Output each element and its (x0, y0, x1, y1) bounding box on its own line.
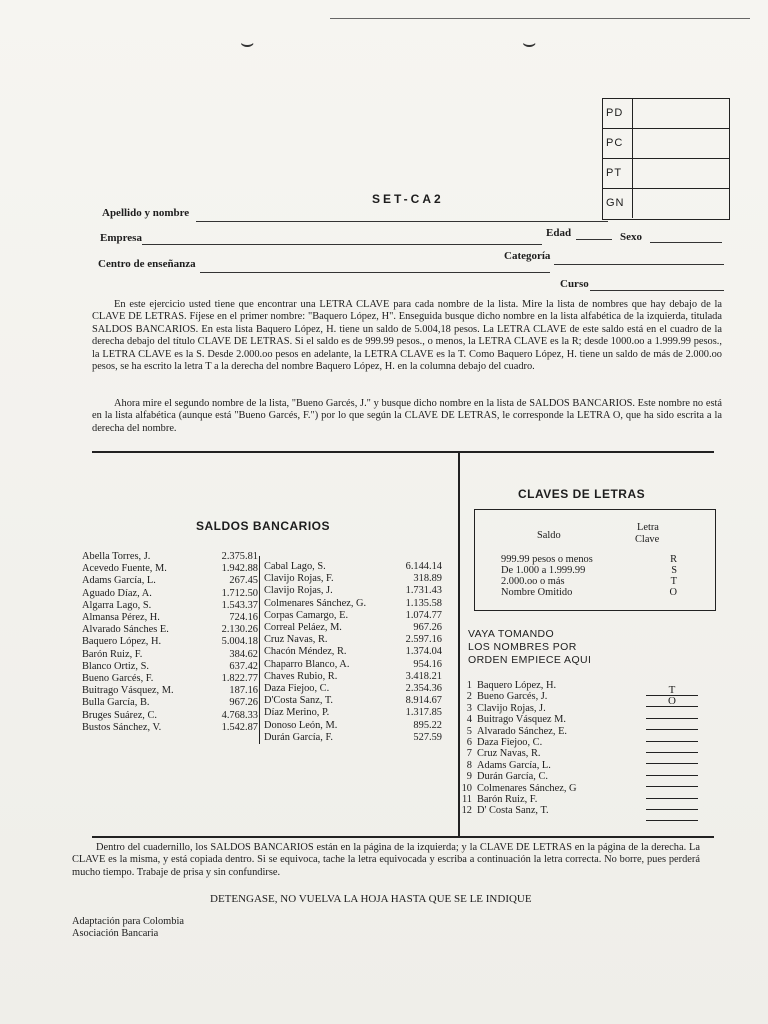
saldo-row (264, 659, 442, 671)
punch-hole-left: ⌣ (240, 30, 255, 55)
credit-line-2: Asociación Bancaria (72, 928, 159, 939)
saldos-column-divider (259, 556, 260, 744)
saldos-column-1 (82, 551, 258, 734)
saldo-row (82, 551, 258, 563)
score-box (602, 98, 730, 220)
saldo-name: Corpas Camargo, E. (264, 609, 349, 621)
clave-letter: S (671, 565, 677, 576)
saldo-row (82, 673, 258, 685)
answer-line[interactable]: O (646, 697, 698, 707)
clave-letter: T (670, 576, 677, 587)
score-label: PC (603, 129, 633, 158)
saldo-amount: 1.942.88 (221, 563, 258, 575)
names-list (458, 680, 577, 817)
saldo-amount: 954.16 (413, 658, 442, 670)
clave-row (501, 576, 701, 587)
instructions-paragraph-1: En este ejercicio usted tiene que encontrar una LETRA CLAVE para cada nombre de la lista. Mire la lista de nombres que hay debajo de la CLAVE DE LETRAS. Fíjese en el primer nombre: "Baquero López, H". Enseguida busque dicho nombre en la lista alfabética de la izquierda, titulada SALDOS BANCARIOS. En esta lista Baquero López, H. tiene un saldo de 5.004,18 pesos. La LETRA CLAVE de este saldo está en el cuadro de la derecha debajo del título CLAVE DE LETRAS. Si el saldo es de 999.99 pesos., o menos, la LETRA CLAVE es la R; desde 1000.oo a 1.999.99 pesos., la LETRA CLAVE es la S. Desde 2.000.oo pesos en adelante, la LETRA CLAVE es la T. Como Baquero López, H. tiene un saldo de más de 2.000.oo pesos, se ha escrito la letra T a la derecha del nombre Baquero López, H. en la columna debajo del cuadro. (92, 299, 722, 373)
saldo-name: Aguado Díaz, A. (82, 587, 152, 599)
saldo-amount: 318.89 (413, 573, 442, 585)
name-number: 4 (466, 714, 472, 726)
name-text: Buitrago Vásquez M. (477, 714, 566, 726)
saldo-row (82, 588, 258, 600)
saldo-row (82, 649, 258, 661)
saldo-row (82, 600, 258, 612)
saldo-amount: 5.004.18 (221, 636, 258, 648)
claves-title: CLAVES DE LETRAS (518, 487, 646, 501)
claves-head-letra: Letra (637, 522, 659, 533)
name-text: Daza Fiejoo, C. (477, 737, 543, 749)
label-apellido: Apellido y nombre (102, 207, 190, 219)
clave-row (501, 587, 701, 598)
saldo-row (264, 634, 442, 646)
saldo-row (264, 561, 442, 573)
name-number: 8 (466, 759, 472, 771)
clave-letter: O (669, 587, 677, 598)
saldo-name: Algarra Lago, S. (82, 599, 152, 611)
label-edad: Edad (546, 227, 572, 239)
saldo-amount: 1.374.04 (405, 646, 442, 658)
orden-instructions (468, 628, 591, 667)
name-row (458, 726, 577, 737)
saldo-name: Cabal Lago, S. (264, 561, 326, 572)
field-empresa-line[interactable] (142, 244, 542, 245)
label-sexo: Sexo (620, 231, 642, 243)
saldos-column-2 (264, 561, 442, 744)
label-curso: Curso (560, 278, 589, 290)
name-number: 3 (466, 702, 472, 714)
saldo-amount: 1.822.77 (221, 673, 258, 685)
name-text: Alvarado Sánchez, E. (477, 725, 568, 737)
saldo-row (264, 707, 442, 719)
name-row (458, 794, 577, 805)
saldo-name: Clavijo Rojas, J. (264, 585, 333, 597)
answer-line[interactable] (646, 777, 698, 787)
saldo-name: Bueno Garcés, F. (82, 673, 154, 685)
claves-head-saldo: Saldo (537, 530, 561, 541)
clave-label: 2.000.oo o más (501, 576, 565, 587)
name-number: 9 (466, 771, 472, 783)
saldo-row (264, 585, 442, 597)
answer-line[interactable] (646, 766, 698, 776)
saldo-name: Chaparro Blanco, A. (264, 658, 350, 670)
answer-line[interactable] (646, 720, 698, 730)
score-row (603, 159, 729, 189)
saldo-name: Correal Peláez, M. (264, 622, 342, 634)
saldo-amount: 1.135.58 (405, 597, 442, 609)
answer-line[interactable] (646, 754, 698, 764)
field-categoria-line[interactable] (554, 264, 724, 265)
saldo-name: Adams García, L. (82, 575, 156, 587)
answer-line[interactable] (646, 800, 698, 810)
saldo-row (264, 695, 442, 707)
saldo-amount: 1.712.50 (221, 587, 258, 599)
saldo-amount: 637.42 (229, 660, 258, 672)
saldo-row (264, 732, 442, 744)
saldo-name: Almansa Pérez, H. (82, 612, 160, 624)
name-number: 5 (466, 725, 472, 737)
saldo-name: Alvarado Sánches E. (82, 624, 169, 636)
saldo-row (264, 646, 442, 658)
score-row (603, 189, 729, 218)
saldo-name: Bruges Suárez, C. (82, 709, 158, 721)
saldo-name: Durán García, F. (264, 731, 333, 743)
label-empresa: Empresa (100, 232, 142, 244)
saldo-name: Chacón Méndez, R. (264, 646, 347, 658)
saldo-name: Donoso León, M. (264, 719, 338, 731)
name-row (458, 703, 577, 714)
answer-line[interactable]: T (646, 686, 698, 696)
punch-hole-right: ⌣ (522, 30, 537, 55)
saldo-amount: 1.731.43 (405, 585, 442, 597)
saldo-name: Acevedo Fuente, M. (82, 563, 167, 575)
saldo-row (82, 624, 258, 636)
saldo-amount: 527.59 (413, 731, 442, 743)
name-row (458, 748, 577, 759)
saldo-amount: 895.22 (413, 719, 442, 731)
name-text: Barón Ruiz, F. (477, 794, 538, 806)
saldo-name: Bustos Sánchez, V. (82, 721, 162, 733)
saldo-amount: 3.418.21 (405, 670, 442, 682)
score-row (603, 99, 729, 129)
footer-paragraph: Dentro del cuadernillo, los SALDOS BANCARIOS están en la página de la izquierda; y la CLAVE DE LETRAS en la página de la derecha. La CLAVE es la misma, y está copiada dentro. Si se equivoca, tache la letra equivocada y escriba a continuación la letra correcta. No borre, pues perderá mucho tiempo. Trabaje de prisa y sin confundirse. (72, 842, 700, 878)
saldo-amount: 967.26 (413, 622, 442, 634)
name-number: 2 (466, 691, 472, 703)
clave-label: 999.99 pesos o menos (501, 554, 593, 565)
name-row (458, 714, 577, 725)
name-text: Baquero López, H. (477, 680, 557, 691)
name-text: Durán García, C. (477, 771, 548, 783)
section-divider-bottom (92, 836, 714, 838)
saldo-amount: 2.354.36 (405, 683, 442, 695)
saldo-name: Buitrago Vásquez, M. (82, 685, 174, 697)
saldo-name: Colmenares Sánchez, G. (264, 597, 367, 609)
clave-row (501, 565, 701, 576)
saldo-amount: 724.16 (229, 612, 258, 624)
answer-line[interactable] (646, 743, 698, 753)
clave-label: De 1.000 a 1.999.99 (501, 565, 586, 576)
name-number: 6 (466, 737, 472, 749)
saldo-name: D'Costa Sanz, T. (264, 695, 334, 707)
saldo-name: Clavijo Rojas, F. (264, 573, 334, 585)
saldo-row (264, 683, 442, 695)
saldo-row (264, 610, 442, 622)
orden-line: VAYA TOMANDO (468, 628, 555, 640)
claves-rows (501, 554, 701, 598)
credit-line-1: Adaptación para Colombia (72, 916, 184, 927)
saldo-amount: 384.62 (229, 648, 258, 660)
name-number: 10 (461, 782, 472, 794)
section-divider-top (92, 451, 714, 453)
name-text: Bueno Garcés, J. (477, 691, 548, 703)
claves-box (474, 509, 716, 611)
saldo-row (264, 671, 442, 683)
saldo-name: Cruz Navas, R. (264, 634, 328, 646)
saldo-amount: 4.768.33 (221, 709, 258, 721)
saldo-row (82, 563, 258, 575)
saldo-name: Abella Torres, J. (82, 551, 151, 562)
name-row (458, 691, 577, 702)
score-label: GN (603, 189, 633, 218)
saldo-row (82, 636, 258, 648)
saldo-row (264, 573, 442, 585)
field-centro-line[interactable] (200, 272, 550, 273)
name-row (458, 680, 577, 691)
orden-line: ORDEN EMPIECE AQUI (468, 654, 592, 666)
stop-notice: DETENGASE, NO VUELVA LA HOJA HASTA QUE SE LE INDIQUE (210, 893, 532, 905)
saldo-row (264, 720, 442, 732)
saldo-name: Bulla García, B. (82, 697, 150, 709)
saldo-amount: 267.45 (229, 575, 258, 587)
answer-line[interactable] (646, 789, 698, 799)
name-row (458, 783, 577, 794)
saldo-amount: 6.144.14 (405, 561, 442, 572)
name-row (458, 771, 577, 782)
name-text: Colmenares Sánchez, G (477, 782, 577, 794)
saldo-row (82, 685, 258, 697)
name-number: 11 (461, 794, 472, 806)
saldo-amount: 1.543.37 (221, 599, 258, 611)
saldo-amount: 1.542.87 (221, 721, 258, 733)
label-centro: Centro de enseñanza (98, 258, 196, 270)
name-text: Cruz Navas, R. (477, 748, 541, 760)
field-curso-line[interactable] (590, 290, 724, 291)
saldo-amount: 2.130.26 (221, 624, 258, 636)
saldo-row (82, 612, 258, 624)
saldo-amount: 187.16 (229, 685, 258, 697)
saldo-row (264, 598, 442, 610)
score-row (603, 129, 729, 159)
saldo-name: Chaves Rubio, R. (264, 670, 338, 682)
saldo-row (82, 697, 258, 709)
name-row (458, 737, 577, 748)
saldo-amount: 2.597.16 (405, 634, 442, 646)
instructions-paragraph-2: Ahora mire el segundo nombre de la lista, "Bueno Garcés, J." y busque dicho nombre en la lista de SALDOS BANCARIOS. Este nombre no está en la lista alfabética (aunque está "Bueno Garcés, F.") por lo que según la CLAVE DE LETRAS, le corresponde la LETRA O, que ha sido escrita a la derecha del nombre. (92, 398, 722, 434)
name-number: 12 (461, 805, 472, 817)
label-categoria: Categoría (504, 250, 551, 262)
top-rule (330, 18, 750, 19)
field-edad-line[interactable] (576, 239, 612, 240)
answer-line[interactable] (646, 811, 698, 821)
field-apellido-line[interactable] (196, 221, 608, 222)
name-row (458, 805, 577, 816)
saldo-name: Blanco Ortiz, S. (82, 660, 149, 672)
saldo-row (82, 575, 258, 587)
answer-line[interactable] (646, 732, 698, 742)
saldo-amount: 2.375.81 (221, 551, 258, 562)
test-title: SET-CA2 (372, 192, 444, 206)
name-number: 1 (466, 680, 472, 691)
claves-head-clave: Clave (635, 534, 660, 545)
saldo-row (82, 661, 258, 673)
name-text: Clavijo Rojas, J. (477, 702, 546, 714)
saldo-name: Barón Ruiz, F. (82, 648, 143, 660)
saldo-row (82, 710, 258, 722)
name-text: Adams García, L. (477, 759, 551, 771)
saldo-name: Baquero López, H. (82, 636, 162, 648)
score-label: PT (603, 159, 633, 188)
saldo-amount: 1.074.77 (405, 609, 442, 621)
field-sexo-line[interactable] (650, 242, 722, 243)
saldo-row (82, 722, 258, 734)
clave-row (501, 554, 701, 565)
saldo-name: Daza Fiejoo, C. (264, 683, 330, 695)
saldo-amount: 967.26 (229, 697, 258, 709)
answer-line[interactable] (646, 709, 698, 719)
clave-letter: R (670, 554, 677, 565)
name-row (458, 760, 577, 771)
saldo-amount: 1.317.85 (405, 707, 442, 719)
saldo-name: Díaz Merino, P. (264, 707, 330, 719)
name-text: D' Costa Sanz, T. (477, 805, 549, 817)
clave-label: Nombre Omitido (501, 587, 573, 598)
saldo-row (264, 622, 442, 634)
saldos-title: SALDOS BANCARIOS (196, 519, 331, 533)
saldo-amount: 8.914.67 (405, 695, 442, 707)
score-label: PD (603, 99, 633, 128)
name-number: 7 (466, 748, 472, 760)
orden-line: LOS NOMBRES POR (468, 641, 577, 653)
